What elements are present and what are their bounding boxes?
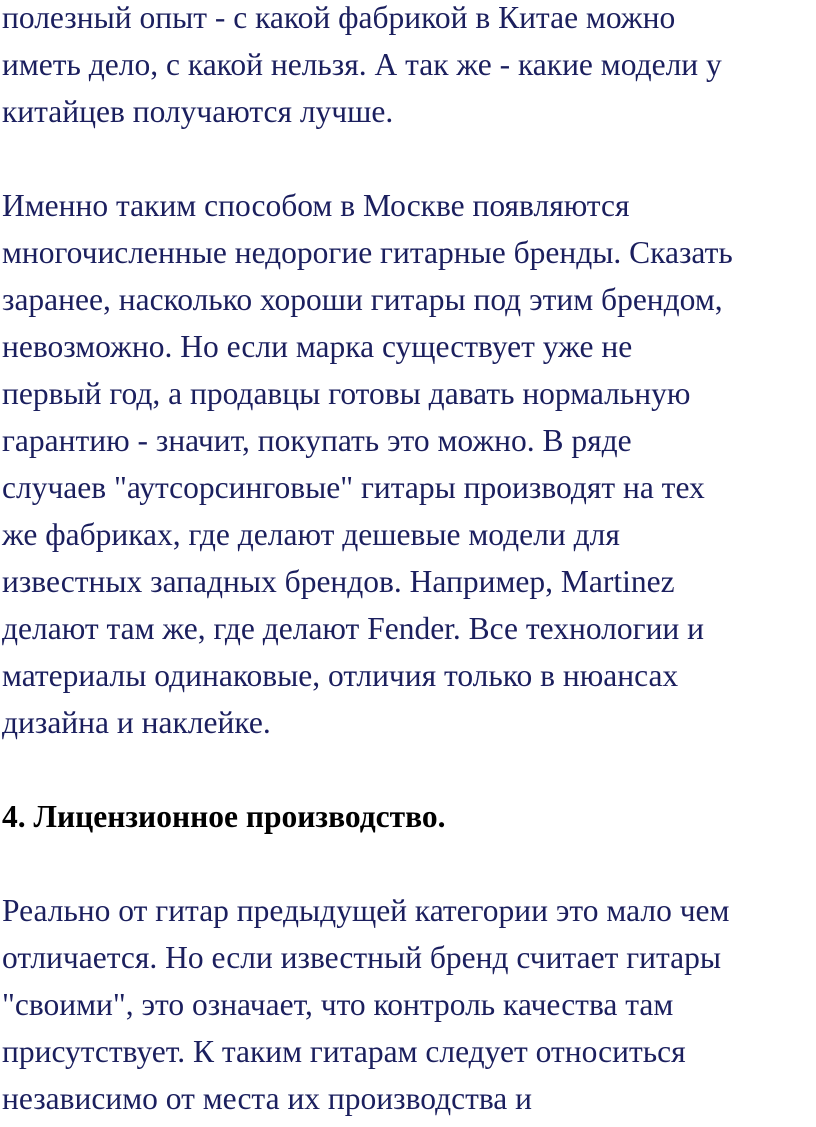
text-line: "своими", это означает, что контроль качества там: [2, 987, 674, 1022]
paragraph-spacer: [2, 840, 814, 887]
text-line: многочисленные недорогие гитарные бренды. Сказать: [2, 235, 733, 270]
paragraph-spacer: [2, 746, 814, 793]
section-heading: 4. Лицензионное производство.: [2, 799, 446, 834]
text-line: же фабриках, где делают дешевые модели для: [2, 517, 620, 552]
text-line: независимо от места их производства и: [2, 1081, 533, 1116]
text-line: делают там же, где делают Fender. Все технологии и: [2, 611, 705, 646]
paragraph-intro: [2, 0, 814, 135]
text-line: присутствует. К таким гитарам следует относиться: [2, 1034, 686, 1069]
text-line: материалы одинаковые, отличия только в нюансах: [2, 658, 679, 693]
text-line: Реально от гитар предыдущей категории это мало чем: [2, 893, 730, 928]
paragraph-brands: [2, 182, 814, 746]
paragraph-spacer: [2, 135, 814, 182]
text-line: гарантию - значит, покупать это можно. В ряде: [2, 423, 632, 458]
text-line: заранее, насколько хороши гитары под этим брендом,: [2, 282, 723, 317]
text-line: известных западных брендов. Например, Martinez: [2, 564, 675, 599]
text-line: китайцев получаются лучше.: [2, 94, 394, 129]
text-line: невозможно. Но если марка существует уже не: [2, 329, 633, 364]
text-line: отличается. Но если известный бренд считает гитары: [2, 940, 722, 975]
text-line: Именно таким способом в Москве появляются: [2, 188, 630, 223]
paragraph-license: [2, 887, 814, 1122]
text-line: дизайна и наклейке.: [2, 705, 271, 740]
text-line: случаев "аутсорсинговые" гитары производят на тех: [2, 470, 705, 505]
text-line: иметь дело, с какой нельзя. А так же - какие модели у: [2, 47, 722, 82]
text-line: полезный опыт - с какой фабрикой в Китае можно: [2, 0, 676, 35]
document-page: [2, 0, 814, 1122]
text-line: первый год, а продавцы готовы давать нормальную: [2, 376, 691, 411]
